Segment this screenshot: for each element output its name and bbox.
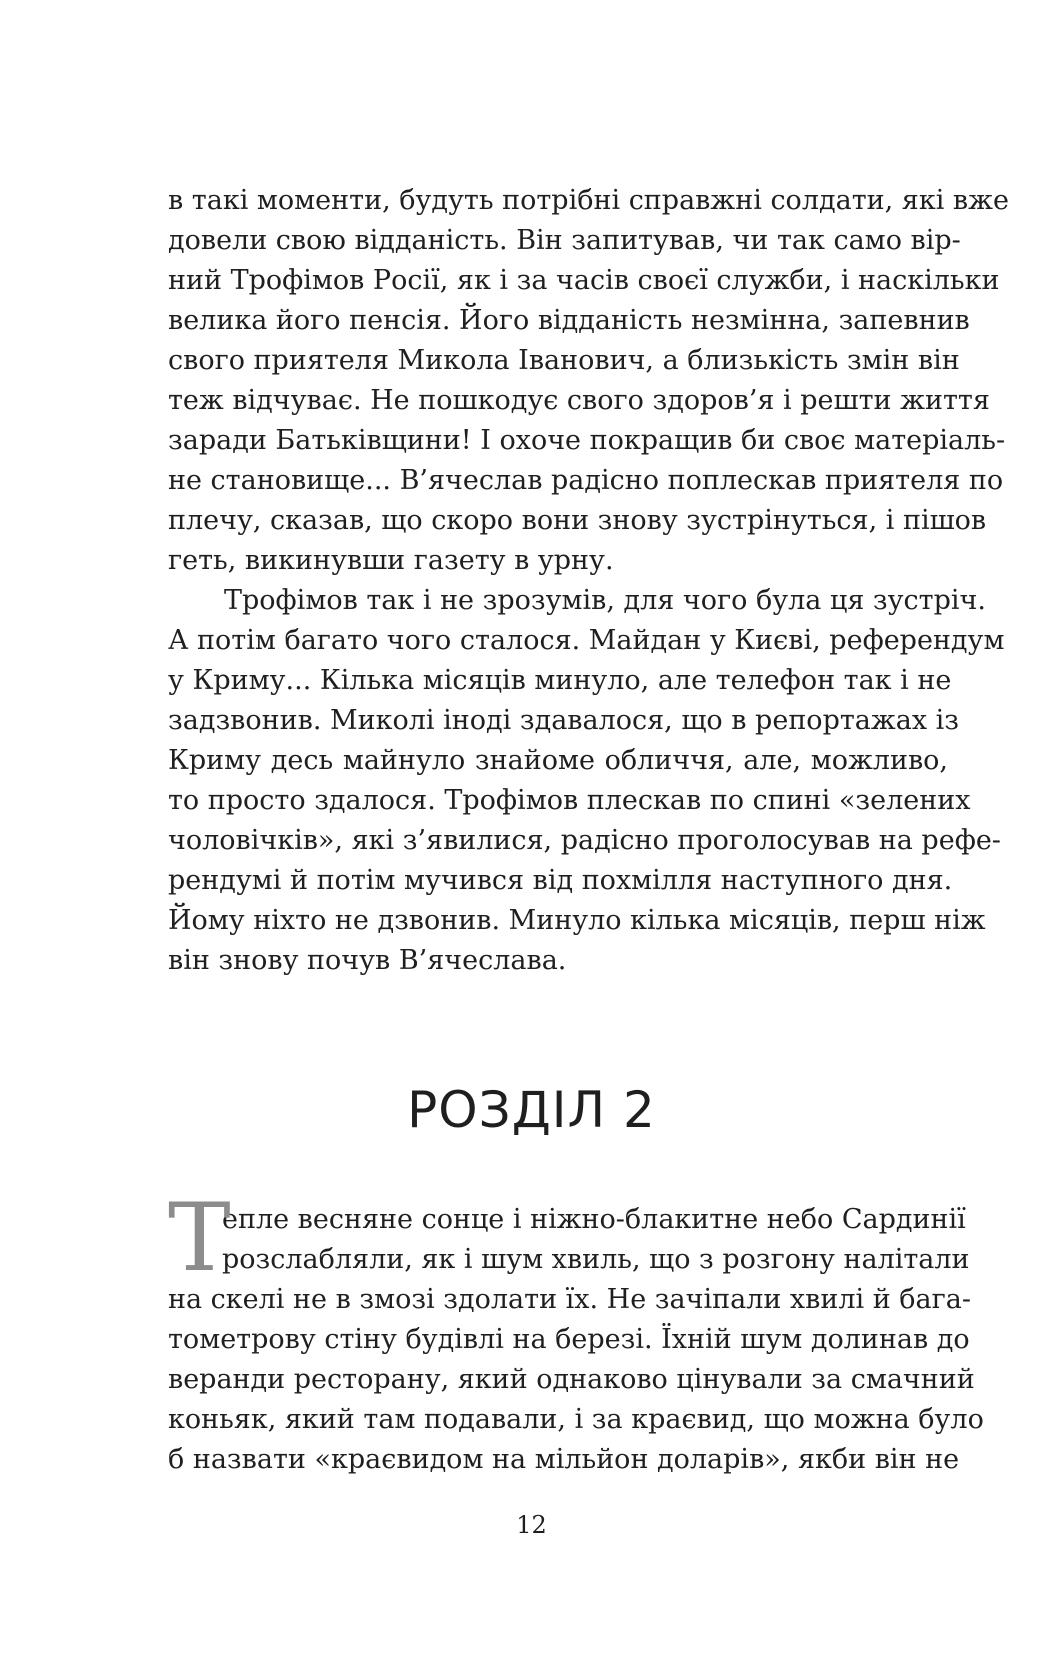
text-line: то просто здалося. Трофімов плескав по спині «зелених (168, 785, 971, 816)
top-text-block (168, 181, 1009, 981)
text-line: він знову почув В’ячеслава. (168, 945, 567, 976)
text-line: не становище... В’ячеслав радісно поплескав приятеля по (168, 465, 1004, 496)
text-line: геть, викинувши газету в урну. (168, 545, 614, 576)
text-line: А потім багато чого сталося. Майдан у Києві, референдум (168, 625, 1005, 656)
chapter-text-block (168, 1184, 984, 1480)
text-line: рендумі й потім мучився від похмілля наступного дня. (168, 865, 953, 896)
text-line: Трофімов так і не зрозумів, для чого була ця зустріч. (224, 585, 986, 616)
text-line: свого приятеля Микола Іванович, а близькість змін він (168, 345, 960, 376)
paragraph-1 (168, 181, 1009, 581)
text-line: розслабляли, як і шум хвиль, що з розгону налітали (222, 1244, 970, 1275)
paragraph-2 (168, 581, 1005, 981)
text-line: ний Трофімов Росії, як і за часів своєї служби, і наскільки (168, 265, 1000, 296)
text-line: теж відчуває. Не пошкодує свого здоров’я і решти життя (168, 385, 990, 416)
text-line: плечу, сказав, що скоро вони знову зустрінуться, і пішов (168, 505, 987, 536)
drop-cap: Т (168, 1184, 231, 1293)
text-line: тометрову стіну будівлі на березі. Їхній шум долинав до (168, 1324, 970, 1355)
text-line: веранди ресторану, який однаково цінували за смачний (168, 1364, 975, 1395)
text-line: епле весняне сонце і ніжно-блакитне небо Сардинії (222, 1204, 966, 1235)
text-line: заради Батьківщини! І охоче покращив би своє матеріаль- (168, 425, 1006, 456)
text-line: б назвати «краєвидом на мільйон доларів», якби він не (168, 1444, 960, 1475)
text-line: велика його пенсія. Його відданість незмінна, запевнив (168, 305, 970, 336)
text-line: у Криму... Кілька місяців минуло, але телефон так і не (168, 665, 952, 696)
text-line: в такі моменти, будуть потрібні справжні солдати, які вже (168, 185, 1009, 216)
text-line: коньяк, який там подавали, і за краєвид, що можна було (168, 1404, 984, 1435)
text-line: задзвонив. Миколі іноді здавалося, що в репортажах із (168, 705, 959, 736)
text-line: довели свою відданість. Він запитував, чи так само вір- (168, 225, 961, 256)
text-line: Криму десь майнуло знайоме обличчя, але, можливо, (168, 745, 948, 776)
text-line: чоловічків», які з’явилися, радісно проголосував на рефе- (168, 825, 1001, 856)
text-line: на скелі не в змозі здолати їх. Не зачіпали хвилі й бага- (168, 1284, 972, 1315)
page-number: 12 (516, 1511, 547, 1539)
chapter-paragraph (168, 1184, 984, 1480)
chapter-heading: РОЗДІЛ 2 (407, 1081, 656, 1139)
text-line: Йому ніхто не дзвонив. Минуло кілька місяців, перш ніж (168, 905, 986, 936)
